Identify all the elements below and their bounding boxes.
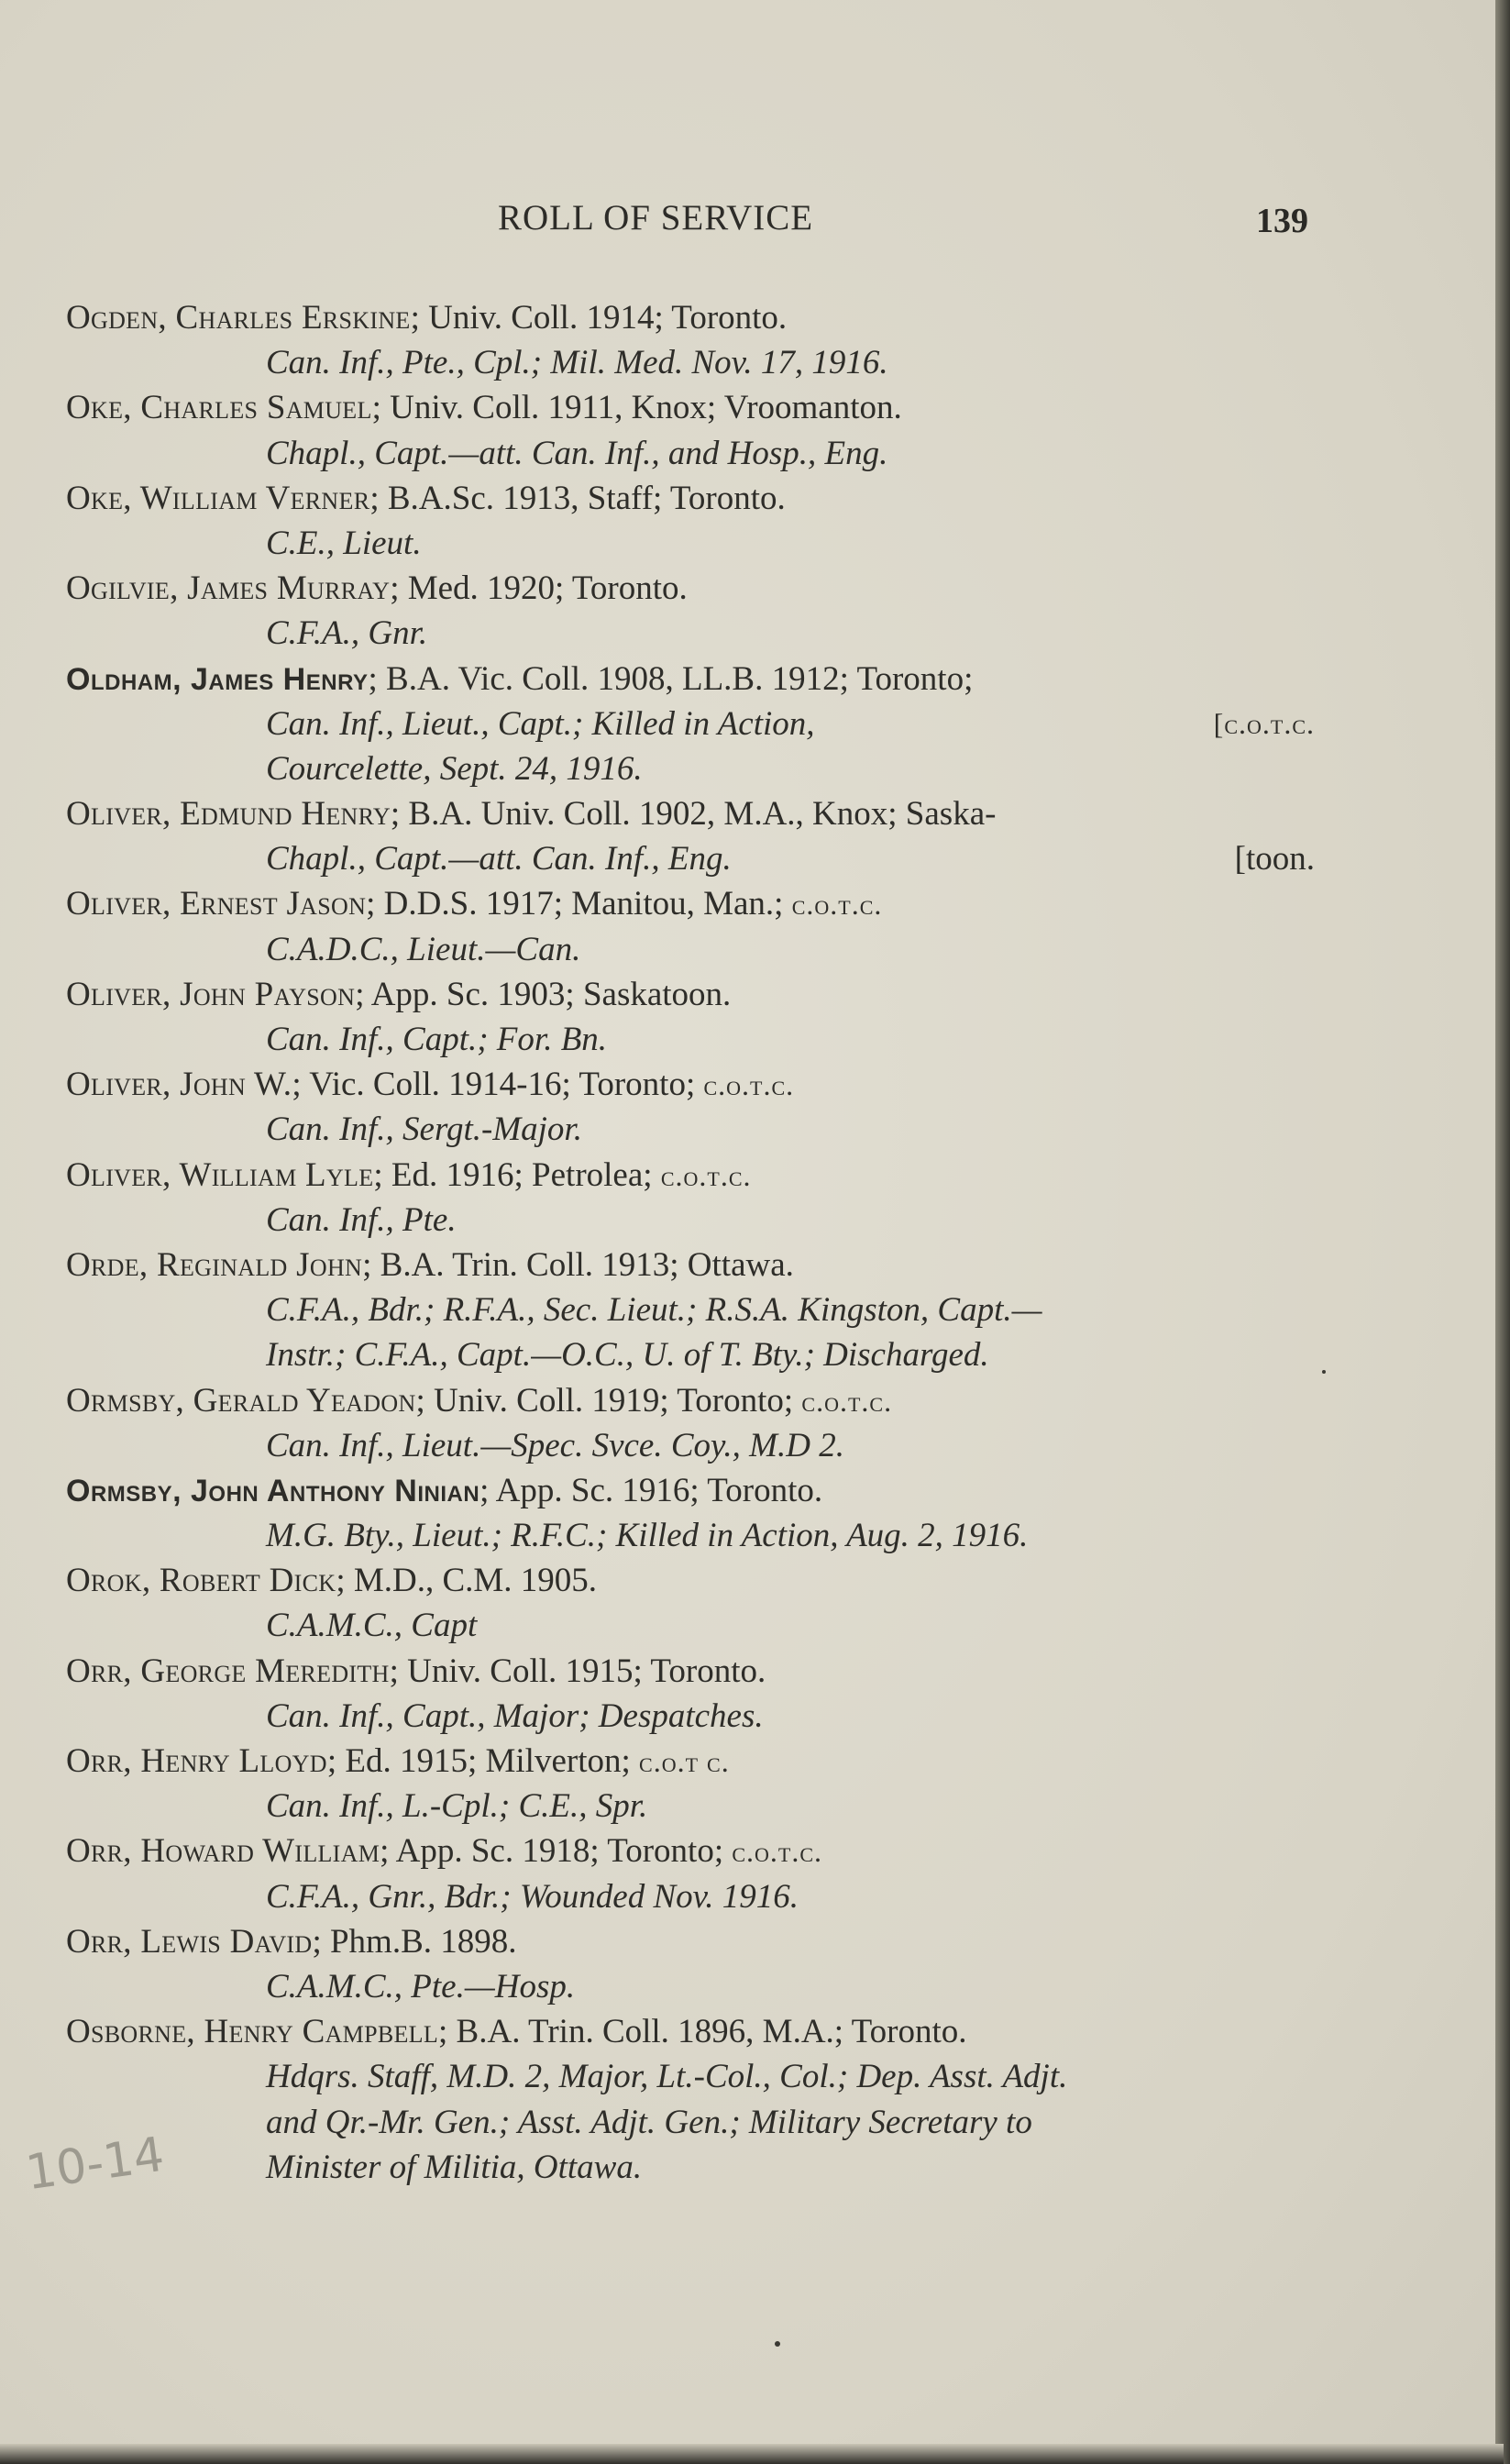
cotc-tag: c.o.t.c. [791, 888, 883, 922]
service-detail-text: Can. Inf., Pte., Cpl.; Mil. Med. Nov. 17, 1916. [266, 344, 888, 382]
person-name: Oke, William Verner [66, 479, 370, 517]
roll-entry [66, 1739, 1322, 1829]
entry-service-detail [66, 1332, 1322, 1377]
roll-entry [66, 2009, 1322, 2190]
roll-entries [66, 295, 1322, 2190]
person-name: Oldham, James Henry [66, 661, 369, 697]
service-detail-text: Hdqrs. Staff, M.D. 2, Major, Lt.-Col., Col.; Dep. Asst. Adjt. [266, 2058, 1068, 2096]
entry-service-detail [66, 1423, 1322, 1468]
entry-heading-line [66, 295, 1322, 340]
person-name: Orde, Reginald John [66, 1245, 363, 1284]
service-detail-text: Courcelette, Sept. 24, 1916. [266, 749, 643, 788]
entry-affiliation: ; App. Sc. 1916; Toronto. [479, 1471, 823, 1509]
service-detail-text: Minister of Militia, Ottawa. [266, 2148, 643, 2186]
entry-heading-line [66, 791, 1322, 836]
service-detail-text: C.F.A., Gnr. [266, 614, 428, 653]
service-detail-text: M.G. Bty., Lieut.; R.F.C.; Killed in Action, Aug. 2, 1916. [266, 1517, 1029, 1555]
cotc-tag: c.o.t.c. [801, 1384, 893, 1418]
entry-service-detail [66, 1603, 1322, 1648]
entry-service-detail [66, 1513, 1322, 1558]
roll-entry [66, 476, 1322, 566]
entry-heading-line [66, 972, 1322, 1017]
entry-service-detail [66, 2100, 1322, 2145]
running-title: ROLL OF SERVICE [498, 198, 814, 238]
service-detail-text: C.A.M.C., Pte.—Hosp. [266, 1967, 576, 2005]
cotc-tag: c.o.t c. [639, 1745, 730, 1778]
book-spine-edge [1495, 0, 1510, 2464]
entry-affiliation: ; Ed. 1915; Milverton; [326, 1742, 631, 1780]
roll-entry [66, 657, 1322, 792]
person-name: Orok, Robert Dick [66, 1562, 336, 1600]
entry-service-detail [66, 611, 1322, 656]
roll-entry [66, 1378, 1322, 1468]
roll-entry [66, 972, 1322, 1062]
entry-service-detail [66, 1287, 1322, 1332]
entry-affiliation: ; Phm.B. 1898. [312, 1922, 517, 1961]
service-detail-text: and Qr.-Mr. Gen.; Asst. Adjt. Gen.; Military Secretary to [266, 2103, 1032, 2141]
roll-entry [66, 1468, 1322, 1558]
roll-entry [66, 791, 1322, 881]
roll-entry [66, 385, 1322, 475]
service-detail-text: Can. Inf., L.-Cpl.; C.E., Spr. [266, 1787, 648, 1826]
entry-heading-line [66, 1243, 1322, 1287]
entry-heading-line [66, 2009, 1322, 2054]
page-number: 139 [1256, 202, 1308, 240]
person-name: Orr, Howard William [66, 1832, 380, 1871]
person-name: Oliver, John W. [66, 1066, 292, 1104]
entry-affiliation: ; D.D.S. 1917; Manitou, Man.; [366, 885, 784, 923]
entry-affiliation: ; M.D., C.M. 1905. [336, 1562, 598, 1600]
entry-heading-line [66, 1739, 1322, 1784]
roll-entry [66, 1243, 1322, 1378]
page-header [0, 197, 1504, 252]
person-name: Ormsby, Gerald Yeadon [66, 1381, 416, 1420]
entry-affiliation: ; Univ. Coll. 1915; Toronto. [389, 1652, 766, 1690]
person-name: Oliver, John Payson [66, 975, 356, 1013]
entry-affiliation: ; B.A. Vic. Coll. 1908, LL.B. 1912; Toronto; [368, 659, 974, 698]
entry-affiliation: ; Vic. Coll. 1914-16; Toronto; [292, 1066, 696, 1104]
cotc-tag: c.o.t.c. [660, 1158, 752, 1192]
handwritten-note: 10-14 [22, 2127, 168, 2202]
service-detail-text: Chapl., Capt.—att. Can. Inf., and Hosp., Eng. [266, 434, 888, 472]
service-detail-text: C.E., Lieut. [266, 524, 422, 562]
cotc-tag: c.o.t.c. [703, 1068, 795, 1102]
entry-affiliation: ; Univ. Coll. 1919; Toronto; [415, 1381, 794, 1420]
entry-affiliation: ; App. Sc. 1903; Saskatoon. [355, 975, 732, 1013]
entry-affiliation: ; B.A. Univ. Coll. 1902, M.A., Knox; Saska- [390, 795, 997, 834]
roll-entry [66, 1829, 1322, 1918]
person-name: Orr, Henry Lloyd [66, 1742, 327, 1780]
paper-speck [1322, 1370, 1326, 1374]
roll-entry [66, 566, 1322, 656]
person-name: Osborne, Henry Campbell [66, 2013, 439, 2051]
entry-service-detail [66, 1107, 1322, 1152]
service-detail-text: Can. Inf., Lieut., Capt.; Killed in Action, [266, 704, 815, 743]
service-detail-text: Instr.; C.F.A., Capt.—O.C., U. of T. Bty.; Discharged. [266, 1336, 989, 1375]
person-name: Orr, George Meredith [66, 1652, 390, 1690]
line-continuation: [c.o.t.c. [1213, 706, 1315, 740]
entry-affiliation: ; Med. 1920; Toronto. [390, 569, 688, 608]
entry-heading-line [66, 476, 1322, 521]
entry-service-detail [66, 1874, 1322, 1919]
roll-entry [66, 1558, 1322, 1648]
roll-entry [66, 1919, 1322, 2009]
page-bottom-edge [0, 2444, 1504, 2464]
entry-service-detail [66, 927, 1322, 972]
service-detail-text: C.A.D.C., Lieut.—Can. [266, 930, 581, 968]
entry-heading-line [66, 385, 1322, 430]
person-name: Oliver, Edmund Henry [66, 795, 391, 834]
entry-affiliation: ; Ed. 1916; Petrolea; [373, 1155, 653, 1194]
service-detail-text: Can. Inf., Pte. [266, 1200, 457, 1239]
cotc-tag: c.o.t.c. [732, 1835, 823, 1869]
paper-speck [775, 2341, 780, 2347]
entry-service-detail [66, 1694, 1322, 1739]
line-continuation: [toon. [1234, 840, 1315, 878]
entry-heading-line [66, 1919, 1322, 1964]
entry-heading-line [66, 1378, 1322, 1423]
entry-heading-line [66, 566, 1322, 611]
person-name: Orr, Lewis David [66, 1922, 313, 1961]
entry-heading-line [66, 1829, 1322, 1873]
entry-affiliation: ; B.A. Trin. Coll. 1896, M.A.; Toronto. [438, 2013, 967, 2051]
entry-service-detail [66, 1198, 1322, 1243]
entry-heading-line [66, 1649, 1322, 1694]
person-name: Ormsby, John Anthony Ninian [66, 1473, 480, 1508]
entry-affiliation: ; Univ. Coll. 1914; Toronto. [410, 299, 788, 337]
service-detail-text: Chapl., Capt.—att. Can. Inf., Eng. [266, 840, 732, 878]
person-name: Oliver, William Lyle [66, 1155, 374, 1194]
entry-service-detail [66, 2054, 1322, 2099]
entry-heading-line [66, 1062, 1322, 1107]
person-name: Oliver, Ernest Jason [66, 885, 367, 923]
service-detail-text: C.A.M.C., Capt [266, 1607, 478, 1645]
service-detail-text: Can. Inf., Capt.; For. Bn. [266, 1021, 608, 1058]
service-detail-text: Can. Inf., Capt., Major; Despatches. [266, 1696, 764, 1735]
entry-heading-line [66, 1468, 1322, 1513]
roll-entry [66, 295, 1322, 385]
entry-heading-line [66, 881, 1322, 926]
entry-heading-line [66, 1153, 1322, 1198]
roll-entry [66, 1153, 1322, 1243]
entry-heading-line [66, 1558, 1322, 1603]
service-detail-text: C.F.A., Bdr.; R.F.A., Sec. Lieut.; R.S.A. Kingston, Capt.— [266, 1291, 1042, 1330]
entry-service-detail [66, 1964, 1322, 2009]
entry-affiliation: ; B.A. Trin. Coll. 1913; Ottawa. [362, 1245, 794, 1284]
service-detail-text: Can. Inf., Lieut.—Spec. Svce. Coy., M.D 2. [266, 1426, 844, 1464]
entry-service-detail [66, 1784, 1322, 1829]
entry-service-detail [66, 521, 1322, 566]
roll-entry [66, 1649, 1322, 1739]
person-name: Ogilvie, James Murray [66, 569, 391, 608]
roll-entry [66, 881, 1322, 971]
entry-service-detail [66, 340, 1322, 385]
entry-service-detail [66, 746, 1322, 791]
person-name: Ogden, Charles Erskine [66, 299, 411, 337]
person-name: Oke, Charles Samuel [66, 389, 372, 427]
roll-entry [66, 1062, 1322, 1152]
entry-affiliation: ; B.A.Sc. 1913, Staff; Toronto. [369, 479, 786, 517]
service-detail-text: Can. Inf., Sergt.-Major. [266, 1110, 582, 1149]
entry-service-detail [66, 1017, 1322, 1062]
entry-affiliation: ; Univ. Coll. 1911, Knox; Vroomanton. [371, 389, 902, 427]
entry-service-detail [66, 2145, 1322, 2190]
service-detail-text: C.F.A., Gnr., Bdr.; Wounded Nov. 1916. [266, 1877, 799, 1916]
entry-affiliation: ; App. Sc. 1918; Toronto; [380, 1832, 724, 1871]
entry-heading-line [66, 657, 1322, 702]
entry-service-detail [66, 702, 1322, 746]
entry-service-detail [66, 431, 1322, 476]
entry-service-detail [66, 836, 1322, 881]
